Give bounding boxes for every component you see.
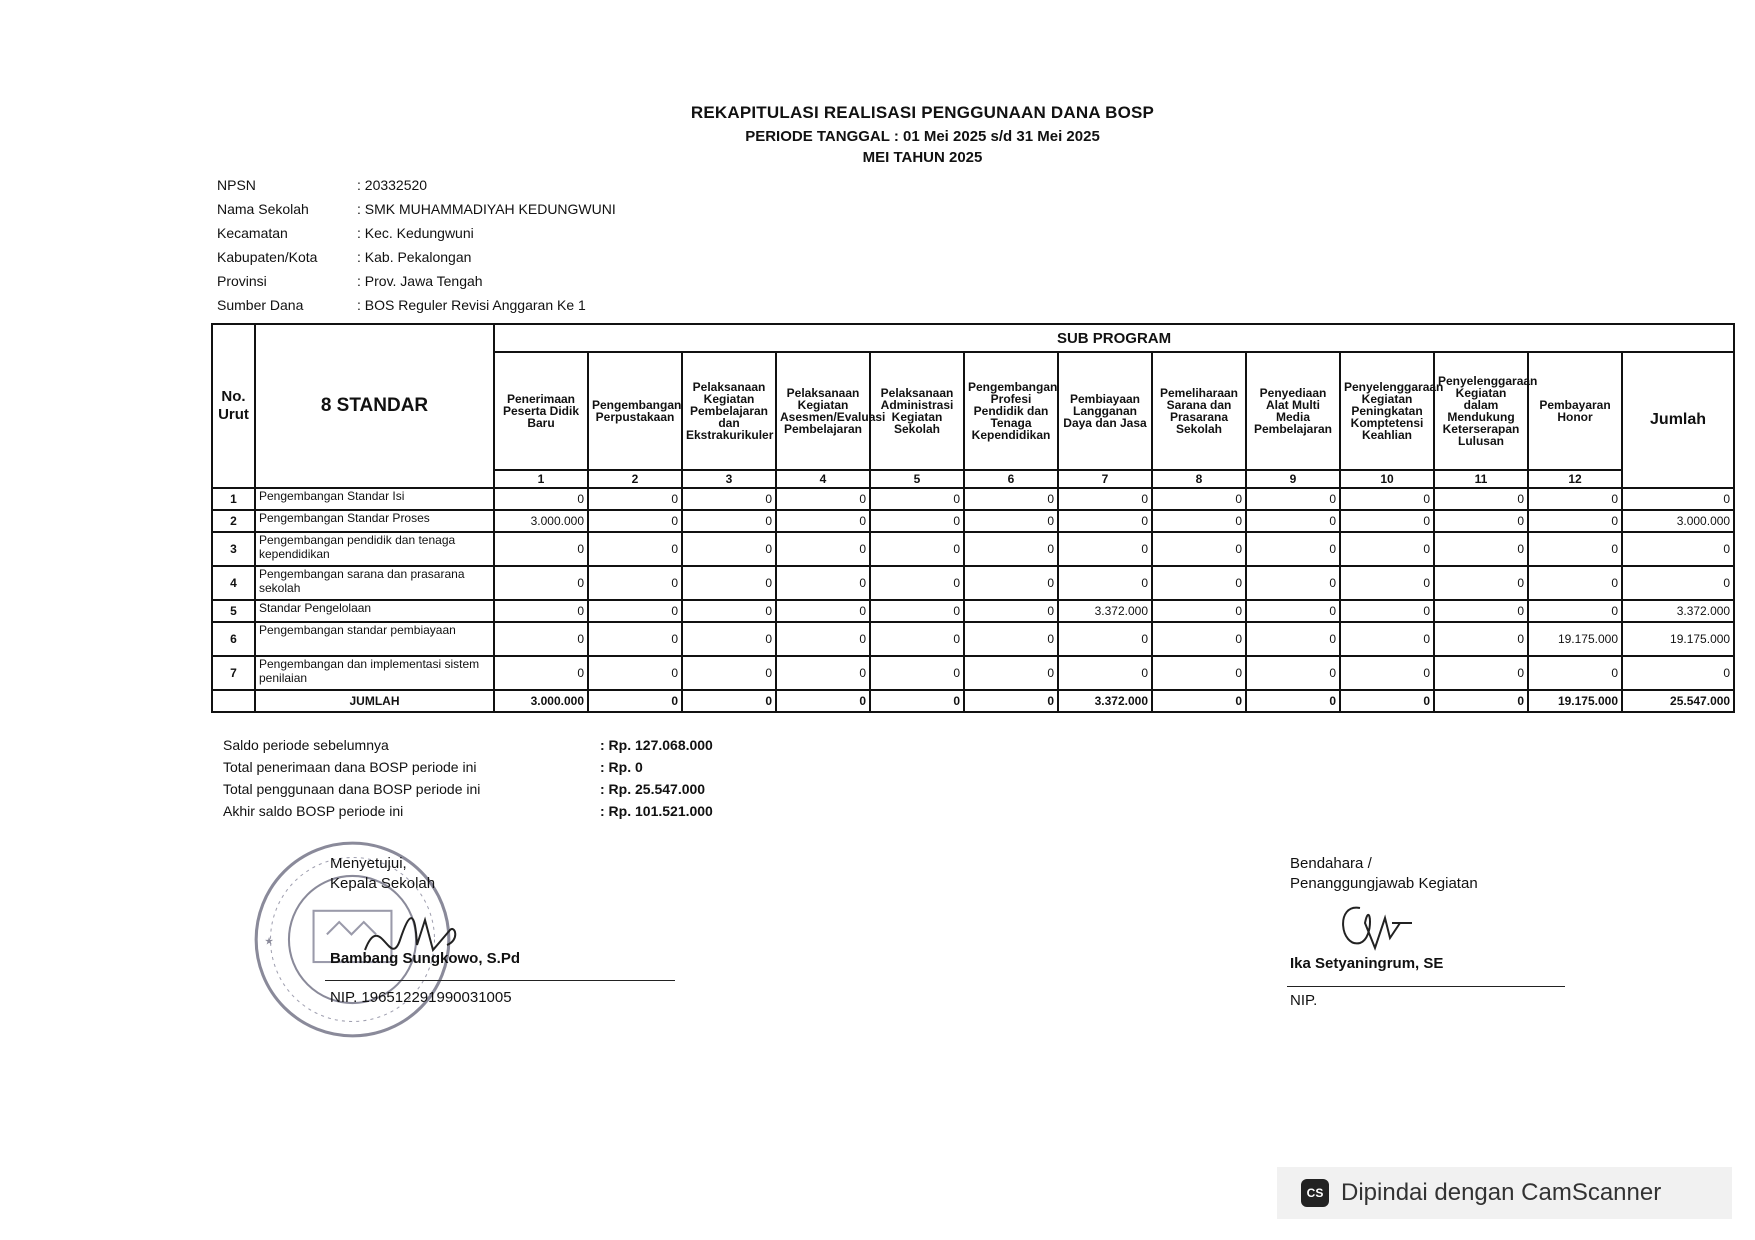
- total-value-cell: 0: [1246, 690, 1340, 712]
- sub-program-column-number: 10: [1340, 470, 1434, 488]
- standard-name: Standar Pengelolaan: [255, 600, 494, 622]
- value-cell: 0: [776, 622, 870, 656]
- treasurer-title: Penanggungjawab Kegiatan: [1290, 875, 1478, 892]
- value-cell: 0: [1340, 566, 1434, 600]
- summary-value: : Rp. 0: [600, 759, 643, 775]
- row-number: 3: [212, 532, 255, 566]
- value-cell: 0: [776, 566, 870, 600]
- standard-name: Pengembangan dan implementasi sistem penilaian: [255, 656, 494, 690]
- total-value-cell: 0: [776, 690, 870, 712]
- info-value: : 20332520: [357, 177, 428, 193]
- sub-program-column-number: 2: [588, 470, 682, 488]
- value-cell: 0: [964, 656, 1058, 690]
- summary-label: Total penggunaan dana BOSP periode ini: [223, 781, 481, 797]
- sub-program-column-header: Pengembangan Perpustakaan: [588, 352, 682, 470]
- svg-text:★: ★: [264, 936, 274, 948]
- value-cell: 0: [1434, 622, 1528, 656]
- value-cell: 0: [1152, 566, 1246, 600]
- value-cell: 0: [1152, 600, 1246, 622]
- value-cell: 0: [870, 532, 964, 566]
- camscanner-logo-icon: CS: [1301, 1179, 1329, 1207]
- total-value-cell: 0: [964, 690, 1058, 712]
- value-cell: 0: [1058, 566, 1152, 600]
- info-value: : BOS Reguler Revisi Anggaran Ke 1: [357, 297, 586, 313]
- summary-label: Akhir saldo BOSP periode ini: [223, 803, 404, 819]
- value-cell: 0: [682, 622, 776, 656]
- value-cell: 0: [1246, 566, 1340, 600]
- sub-program-column-number: 8: [1152, 470, 1246, 488]
- value-cell: 0: [1246, 656, 1340, 690]
- value-cell: 0: [494, 532, 588, 566]
- value-cell: 0: [776, 600, 870, 622]
- report-period: PERIODE TANGGAL : 01 Mei 2025 s/d 31 Mei 2025: [745, 128, 1100, 145]
- sub-program-column-header: Pengembangan Profesi Pendidik dan Tenaga Kependidikan: [964, 352, 1058, 470]
- value-cell: 0: [682, 488, 776, 510]
- value-cell: 0: [870, 600, 964, 622]
- camscanner-watermark: [1277, 1167, 1732, 1219]
- value-cell: 0: [1434, 510, 1528, 532]
- row-total: 0: [1622, 566, 1734, 600]
- sub-program-column-header: Penyelenggaraan Kegiatan dalam Mendukung Keterserapan Lulusan: [1434, 352, 1528, 470]
- total-value-cell: 0: [1340, 690, 1434, 712]
- sub-program-column-header: Pemeliharaan Sarana dan Prasarana Sekolah: [1152, 352, 1246, 470]
- value-cell: 0: [1434, 600, 1528, 622]
- row-number: 2: [212, 510, 255, 532]
- realization-table: [211, 323, 1735, 713]
- value-cell: 0: [1246, 600, 1340, 622]
- row-number: 5: [212, 600, 255, 622]
- total-value-cell: 3.372.000: [1058, 690, 1152, 712]
- value-cell: 0: [964, 566, 1058, 600]
- table-row: [212, 532, 1734, 566]
- sub-program-header: SUB PROGRAM: [494, 324, 1734, 352]
- value-cell: 0: [1058, 532, 1152, 566]
- standard-name: Pengembangan Standar Proses: [255, 510, 494, 532]
- summary-value: : Rp. 25.547.000: [600, 781, 706, 797]
- value-cell: 0: [588, 510, 682, 532]
- value-cell: 0: [682, 532, 776, 566]
- info-label: NPSN: [217, 177, 256, 193]
- info-label: Kabupaten/Kota: [217, 249, 318, 265]
- value-cell: 0: [1528, 510, 1622, 532]
- value-cell: 0: [588, 656, 682, 690]
- value-cell: 0: [1340, 532, 1434, 566]
- value-cell: 0: [1152, 510, 1246, 532]
- treasurer-signature-icon: [1330, 893, 1430, 963]
- sub-program-column-header: Penerimaan Peserta Didik Baru: [494, 352, 588, 470]
- summary-label: Saldo periode sebelumnya: [223, 737, 389, 753]
- sub-program-column-header: Penyelenggaraan Kegiatan Peningkatan Komptetensi Keahlian: [1340, 352, 1434, 470]
- value-cell: 0: [1434, 566, 1528, 600]
- value-cell: 19.175.000: [1528, 622, 1622, 656]
- value-cell: 0: [870, 656, 964, 690]
- value-cell: 0: [1434, 656, 1528, 690]
- value-cell: 0: [1434, 488, 1528, 510]
- value-cell: 0: [494, 566, 588, 600]
- principal-title: Kepala Sekolah: [330, 875, 436, 892]
- value-cell: 3.372.000: [1058, 600, 1152, 622]
- info-value: : Prov. Jawa Tengah: [357, 273, 483, 289]
- table-row: [212, 622, 1734, 656]
- value-cell: 0: [1528, 600, 1622, 622]
- value-cell: 0: [964, 488, 1058, 510]
- total-value-cell: 0: [1434, 690, 1528, 712]
- row-total: 3.000.000: [1622, 510, 1734, 532]
- value-cell: 0: [1246, 532, 1340, 566]
- col-standar-header: 8 STANDAR: [255, 324, 494, 488]
- standard-name: Pengembangan pendidik dan tenaga kependidikan: [255, 532, 494, 566]
- value-cell: 0: [1340, 622, 1434, 656]
- value-cell: 0: [870, 622, 964, 656]
- value-cell: 0: [1058, 622, 1152, 656]
- standard-name: Pengembangan Standar Isi: [255, 488, 494, 510]
- sub-program-column-number: 3: [682, 470, 776, 488]
- treasurer-signature-line: [1287, 986, 1565, 987]
- principal-name: Bambang Sungkowo, S.Pd: [330, 950, 521, 967]
- approval-label: Menyetujui,: [330, 855, 407, 872]
- value-cell: 0: [1340, 600, 1434, 622]
- value-cell: 0: [1528, 488, 1622, 510]
- value-cell: 0: [682, 656, 776, 690]
- value-cell: 0: [588, 532, 682, 566]
- value-cell: 0: [1058, 510, 1152, 532]
- row-total: 19.175.000: [1622, 622, 1734, 656]
- value-cell: 0: [588, 600, 682, 622]
- value-cell: 0: [494, 488, 588, 510]
- standard-name: Pengembangan sarana dan prasarana sekolah: [255, 566, 494, 600]
- info-label: Kecamatan: [217, 225, 288, 241]
- principal-signature-line: [325, 980, 675, 981]
- treasurer-label: Bendahara /: [1290, 855, 1372, 872]
- grand-total: 25.547.000: [1622, 690, 1734, 712]
- value-cell: 0: [1340, 510, 1434, 532]
- value-cell: 0: [1340, 488, 1434, 510]
- info-value: : Kab. Pekalongan: [357, 249, 472, 265]
- sub-program-column-header: Pelaksanaan Kegiatan Asesmen/Evaluasi Pembelajaran: [776, 352, 870, 470]
- value-cell: 0: [588, 488, 682, 510]
- value-cell: 0: [1152, 532, 1246, 566]
- value-cell: 3.000.000: [494, 510, 588, 532]
- value-cell: 0: [494, 600, 588, 622]
- sub-program-column-number: 11: [1434, 470, 1528, 488]
- summary-label: Total penerimaan dana BOSP periode ini: [223, 759, 477, 775]
- value-cell: 0: [682, 566, 776, 600]
- value-cell: 0: [1058, 488, 1152, 510]
- principal-signature-icon: [355, 900, 465, 980]
- sub-program-column-header: Pembiayaan Langganan Daya dan Jasa: [1058, 352, 1152, 470]
- value-cell: 0: [1528, 566, 1622, 600]
- row-number: 1: [212, 488, 255, 510]
- value-cell: 0: [870, 566, 964, 600]
- row-total: 3.372.000: [1622, 600, 1734, 622]
- standard-name: Pengembangan standar pembiayaan: [255, 622, 494, 656]
- sub-program-column-header: Pelaksanaan Administrasi Kegiatan Sekolah: [870, 352, 964, 470]
- sub-program-column-number: 5: [870, 470, 964, 488]
- table-row: [212, 510, 1734, 532]
- treasurer-nip: NIP.: [1290, 992, 1318, 1009]
- report-title: REKAPITULASI REALISASI PENGGUNAAN DANA BOSP: [690, 103, 1155, 122]
- total-value-cell: 0: [588, 690, 682, 712]
- total-value-cell: 0: [1152, 690, 1246, 712]
- value-cell: 0: [964, 600, 1058, 622]
- table-row: [212, 600, 1734, 622]
- total-value-cell: 19.175.000: [1528, 690, 1622, 712]
- col-no-header: No. Urut: [212, 324, 255, 488]
- principal-nip: NIP. 196512291990031005: [330, 989, 512, 1006]
- sub-program-column-number: 7: [1058, 470, 1152, 488]
- table-row: [212, 488, 1734, 510]
- value-cell: 0: [1340, 656, 1434, 690]
- sub-program-column-number: 4: [776, 470, 870, 488]
- value-cell: 0: [588, 622, 682, 656]
- value-cell: 0: [1152, 656, 1246, 690]
- value-cell: 0: [870, 510, 964, 532]
- info-label: Sumber Dana: [217, 297, 304, 313]
- summary-value: : Rp. 127.068.000: [600, 737, 713, 753]
- value-cell: 0: [1058, 656, 1152, 690]
- row-number: 4: [212, 566, 255, 600]
- row-number: 7: [212, 656, 255, 690]
- sub-program-column-number: 12: [1528, 470, 1622, 488]
- value-cell: 0: [494, 622, 588, 656]
- value-cell: 0: [964, 622, 1058, 656]
- info-label: Provinsi: [217, 273, 267, 289]
- value-cell: 0: [1434, 532, 1528, 566]
- value-cell: 0: [964, 532, 1058, 566]
- value-cell: 0: [1528, 532, 1622, 566]
- total-value-cell: 0: [682, 690, 776, 712]
- sub-program-column-header: Pelaksanaan Kegiatan Pembelajaran dan Ekstrakurikuler: [682, 352, 776, 470]
- value-cell: 0: [870, 488, 964, 510]
- summary-value: : Rp. 101.521.000: [600, 803, 713, 819]
- row-total: 0: [1622, 488, 1734, 510]
- empty-cell: [212, 690, 255, 712]
- camscanner-text: Dipindai dengan CamScanner: [1341, 1179, 1662, 1206]
- value-cell: 0: [494, 656, 588, 690]
- row-total: 0: [1622, 532, 1734, 566]
- sub-program-column-number: 9: [1246, 470, 1340, 488]
- info-label: Nama Sekolah: [217, 201, 309, 217]
- table-row: [212, 656, 1734, 690]
- value-cell: 0: [776, 510, 870, 532]
- value-cell: 0: [1528, 656, 1622, 690]
- info-value: : Kec. Kedungwuni: [357, 225, 474, 241]
- value-cell: 0: [1246, 488, 1340, 510]
- value-cell: 0: [1246, 510, 1340, 532]
- info-value: : SMK MUHAMMADIYAH KEDUNGWUNI: [357, 201, 616, 217]
- sub-program-column-header: Penyediaan Alat Multi Media Pembelajaran: [1246, 352, 1340, 470]
- row-total: 0: [1622, 656, 1734, 690]
- value-cell: 0: [682, 510, 776, 532]
- sub-program-column-header: Pembayaran Honor: [1528, 352, 1622, 470]
- table-total-row: [212, 690, 1734, 712]
- value-cell: 0: [776, 488, 870, 510]
- treasurer-name: Ika Setyaningrum, SE: [1290, 955, 1444, 972]
- sub-program-column-number: 1: [494, 470, 588, 488]
- value-cell: 0: [1246, 622, 1340, 656]
- value-cell: 0: [1152, 622, 1246, 656]
- value-cell: 0: [964, 510, 1058, 532]
- row-number: 6: [212, 622, 255, 656]
- total-label: JUMLAH: [255, 690, 494, 712]
- value-cell: 0: [588, 566, 682, 600]
- table-row: [212, 566, 1734, 600]
- value-cell: 0: [776, 656, 870, 690]
- report-month: MEI TAHUN 2025: [862, 149, 983, 166]
- total-value-cell: 0: [870, 690, 964, 712]
- sub-program-column-number: 6: [964, 470, 1058, 488]
- value-cell: 0: [682, 600, 776, 622]
- value-cell: 0: [1152, 488, 1246, 510]
- total-value-cell: 3.000.000: [494, 690, 588, 712]
- value-cell: 0: [776, 532, 870, 566]
- col-jumlah-header: Jumlah: [1622, 352, 1734, 488]
